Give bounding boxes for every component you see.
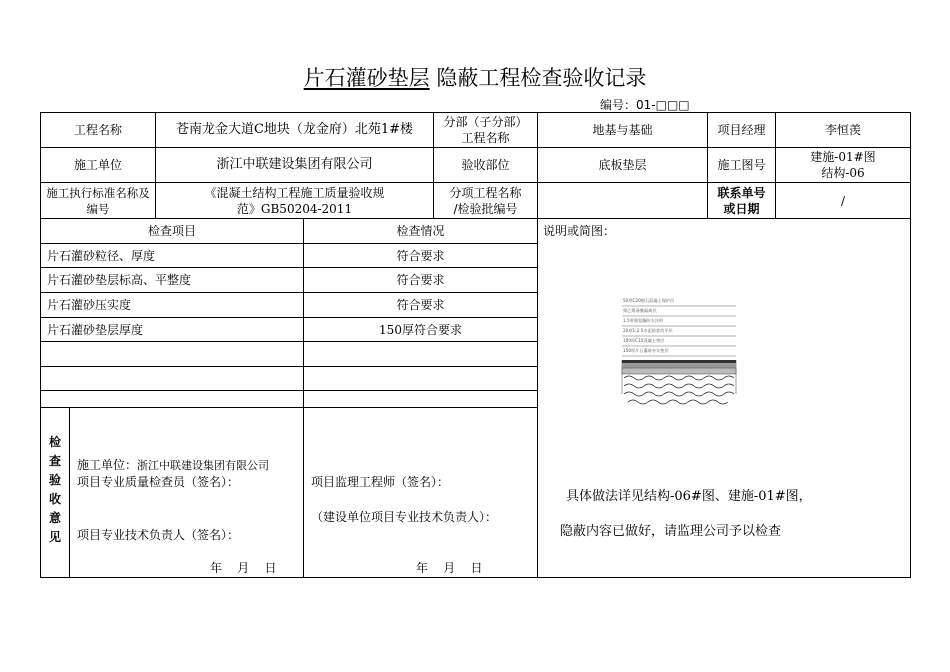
diagram-top-layer <box>622 360 736 363</box>
diagram-rubble-layer <box>624 376 734 404</box>
quality-inspector-label: 项目专业质量检查员（签名）： <box>77 475 240 489</box>
check-status-3: 符合要求 <box>396 298 445 312</box>
date-right: 年 月 日 <box>416 561 483 575</box>
item-label-line2: /检验批编号 <box>453 201 518 216</box>
diagram-layer-label-6: 150厚片石灌砂夯实垫层 <box>623 348 669 353</box>
project-name-label: 工程名称 <box>73 123 122 137</box>
tech-lead-label: 项目专业技术负责人（签名）： <box>77 528 240 542</box>
check-status-1: 符合要求 <box>396 248 445 263</box>
diagram-screed-layer <box>622 363 736 368</box>
serial-number: 编号：01-□□□ <box>600 98 690 112</box>
subdivision-label <box>434 113 537 147</box>
diagram-concrete-layer <box>622 368 736 374</box>
opinion-char-2: 查 <box>48 454 61 468</box>
item-label <box>434 183 537 218</box>
check-status-5 <box>304 342 537 366</box>
supervisor-label: 项目监理工程师（签名）： <box>311 475 450 489</box>
check-item-3: 片石灌砂压实度 <box>47 298 132 312</box>
standard-value <box>156 183 433 218</box>
check-item-2: 片石灌砂垫层标高、平整度 <box>47 273 192 287</box>
check-status-6 <box>304 367 537 390</box>
standard-line1: 《混凝土结构工程施工质量验收规 <box>204 185 385 200</box>
opinion-char-5: 意 <box>48 511 61 525</box>
opinion-char-1: 检 <box>48 435 61 449</box>
contact-label <box>708 183 775 218</box>
check-item-5 <box>41 342 303 366</box>
opinion-unit-name: 浙江中联建设集团有限公司 <box>137 459 270 472</box>
opinion-unit <box>77 456 269 473</box>
drawing-no-label: 施工图号 <box>717 158 766 172</box>
check-item-1: 片石灌砂粒径、厚度 <box>47 248 156 263</box>
item-value <box>538 183 707 218</box>
diagram-layer-label-5: 100厚C15混凝土垫层 <box>623 338 665 343</box>
diagram-layer-label-2: 聚乙烯薄膜隔离层 <box>623 308 657 313</box>
opinion-vertical-label <box>41 430 69 550</box>
check-status-2: 符合要求 <box>396 273 445 287</box>
notes-line-1: 具体做法详见结构-06#图、建施-01#图， <box>566 489 812 504</box>
opinion-char-6: 见 <box>48 530 61 544</box>
notes-label: 说明或简图： <box>543 224 616 238</box>
opinion-char-4: 收 <box>48 492 61 506</box>
opinion-unit-prefix: 施工单位： <box>77 458 138 472</box>
diagram-layer-label-4: 20厚1:2.5水泥砂浆找平层 <box>623 328 673 333</box>
title-underlined: 片石灌砂垫层 <box>303 66 430 90</box>
notes-line-2: 隐蔽内容已做好，请监理公司予以检查 <box>560 524 782 539</box>
drawing-no-line1: 建施-01#图 <box>810 150 876 164</box>
opinion-char-3: 验 <box>48 473 61 487</box>
manager-label: 项目经理 <box>717 123 766 137</box>
subdivision-label-line1: 分部（子分部） <box>443 115 528 129</box>
subdivision-value: 地基与基础 <box>592 123 653 137</box>
check-header-status: 检查情况 <box>396 224 445 238</box>
drawing-no-value <box>776 148 910 182</box>
unit-label: 施工单位 <box>73 158 122 172</box>
standard-line2: 范》GB50204-2011 <box>236 201 353 216</box>
contact-label-line2: 或日期 <box>723 201 760 216</box>
page-title <box>0 62 950 92</box>
unit-value: 浙江中联建设集团有限公司 <box>216 157 373 172</box>
acceptance-part-value: 底板垫层 <box>598 158 647 172</box>
diagram-layer-label-3: 1.5厚聚氨酯防水涂料 <box>623 318 664 323</box>
title-rest: 隐蔽工程检查验收记录 <box>429 66 647 90</box>
project-name-value: 苍南龙金大道C地块（龙金府）北苑1#楼 <box>175 122 414 137</box>
subdivision-label-line2: 工程名称 <box>461 131 510 145</box>
diagram-layer-label-1: 50厚C20细石混凝土保护层 <box>623 298 675 303</box>
item-label-line1: 分项工程名称 <box>449 185 522 200</box>
builder-tech-label: （建设单位项目专业技术负责人）： <box>311 510 498 524</box>
check-status-4: 150厚符合要求 <box>379 322 462 337</box>
section-diagram <box>614 294 744 416</box>
check-item-4: 片石灌砂垫层厚度 <box>47 322 144 337</box>
contact-label-line1: 联系单号 <box>717 185 766 200</box>
contact-value: / <box>840 193 846 208</box>
date-left: 年 月 日 <box>210 561 277 575</box>
check-header-item: 检查项目 <box>147 224 196 238</box>
acceptance-part-label: 验收部位 <box>461 158 510 172</box>
manager-value: 李恒羡 <box>824 123 861 137</box>
drawing-no-line2: 结构-06 <box>821 166 865 180</box>
standard-label: 施工执行标准名称及编号 <box>46 185 150 216</box>
check-item-6 <box>41 367 303 390</box>
